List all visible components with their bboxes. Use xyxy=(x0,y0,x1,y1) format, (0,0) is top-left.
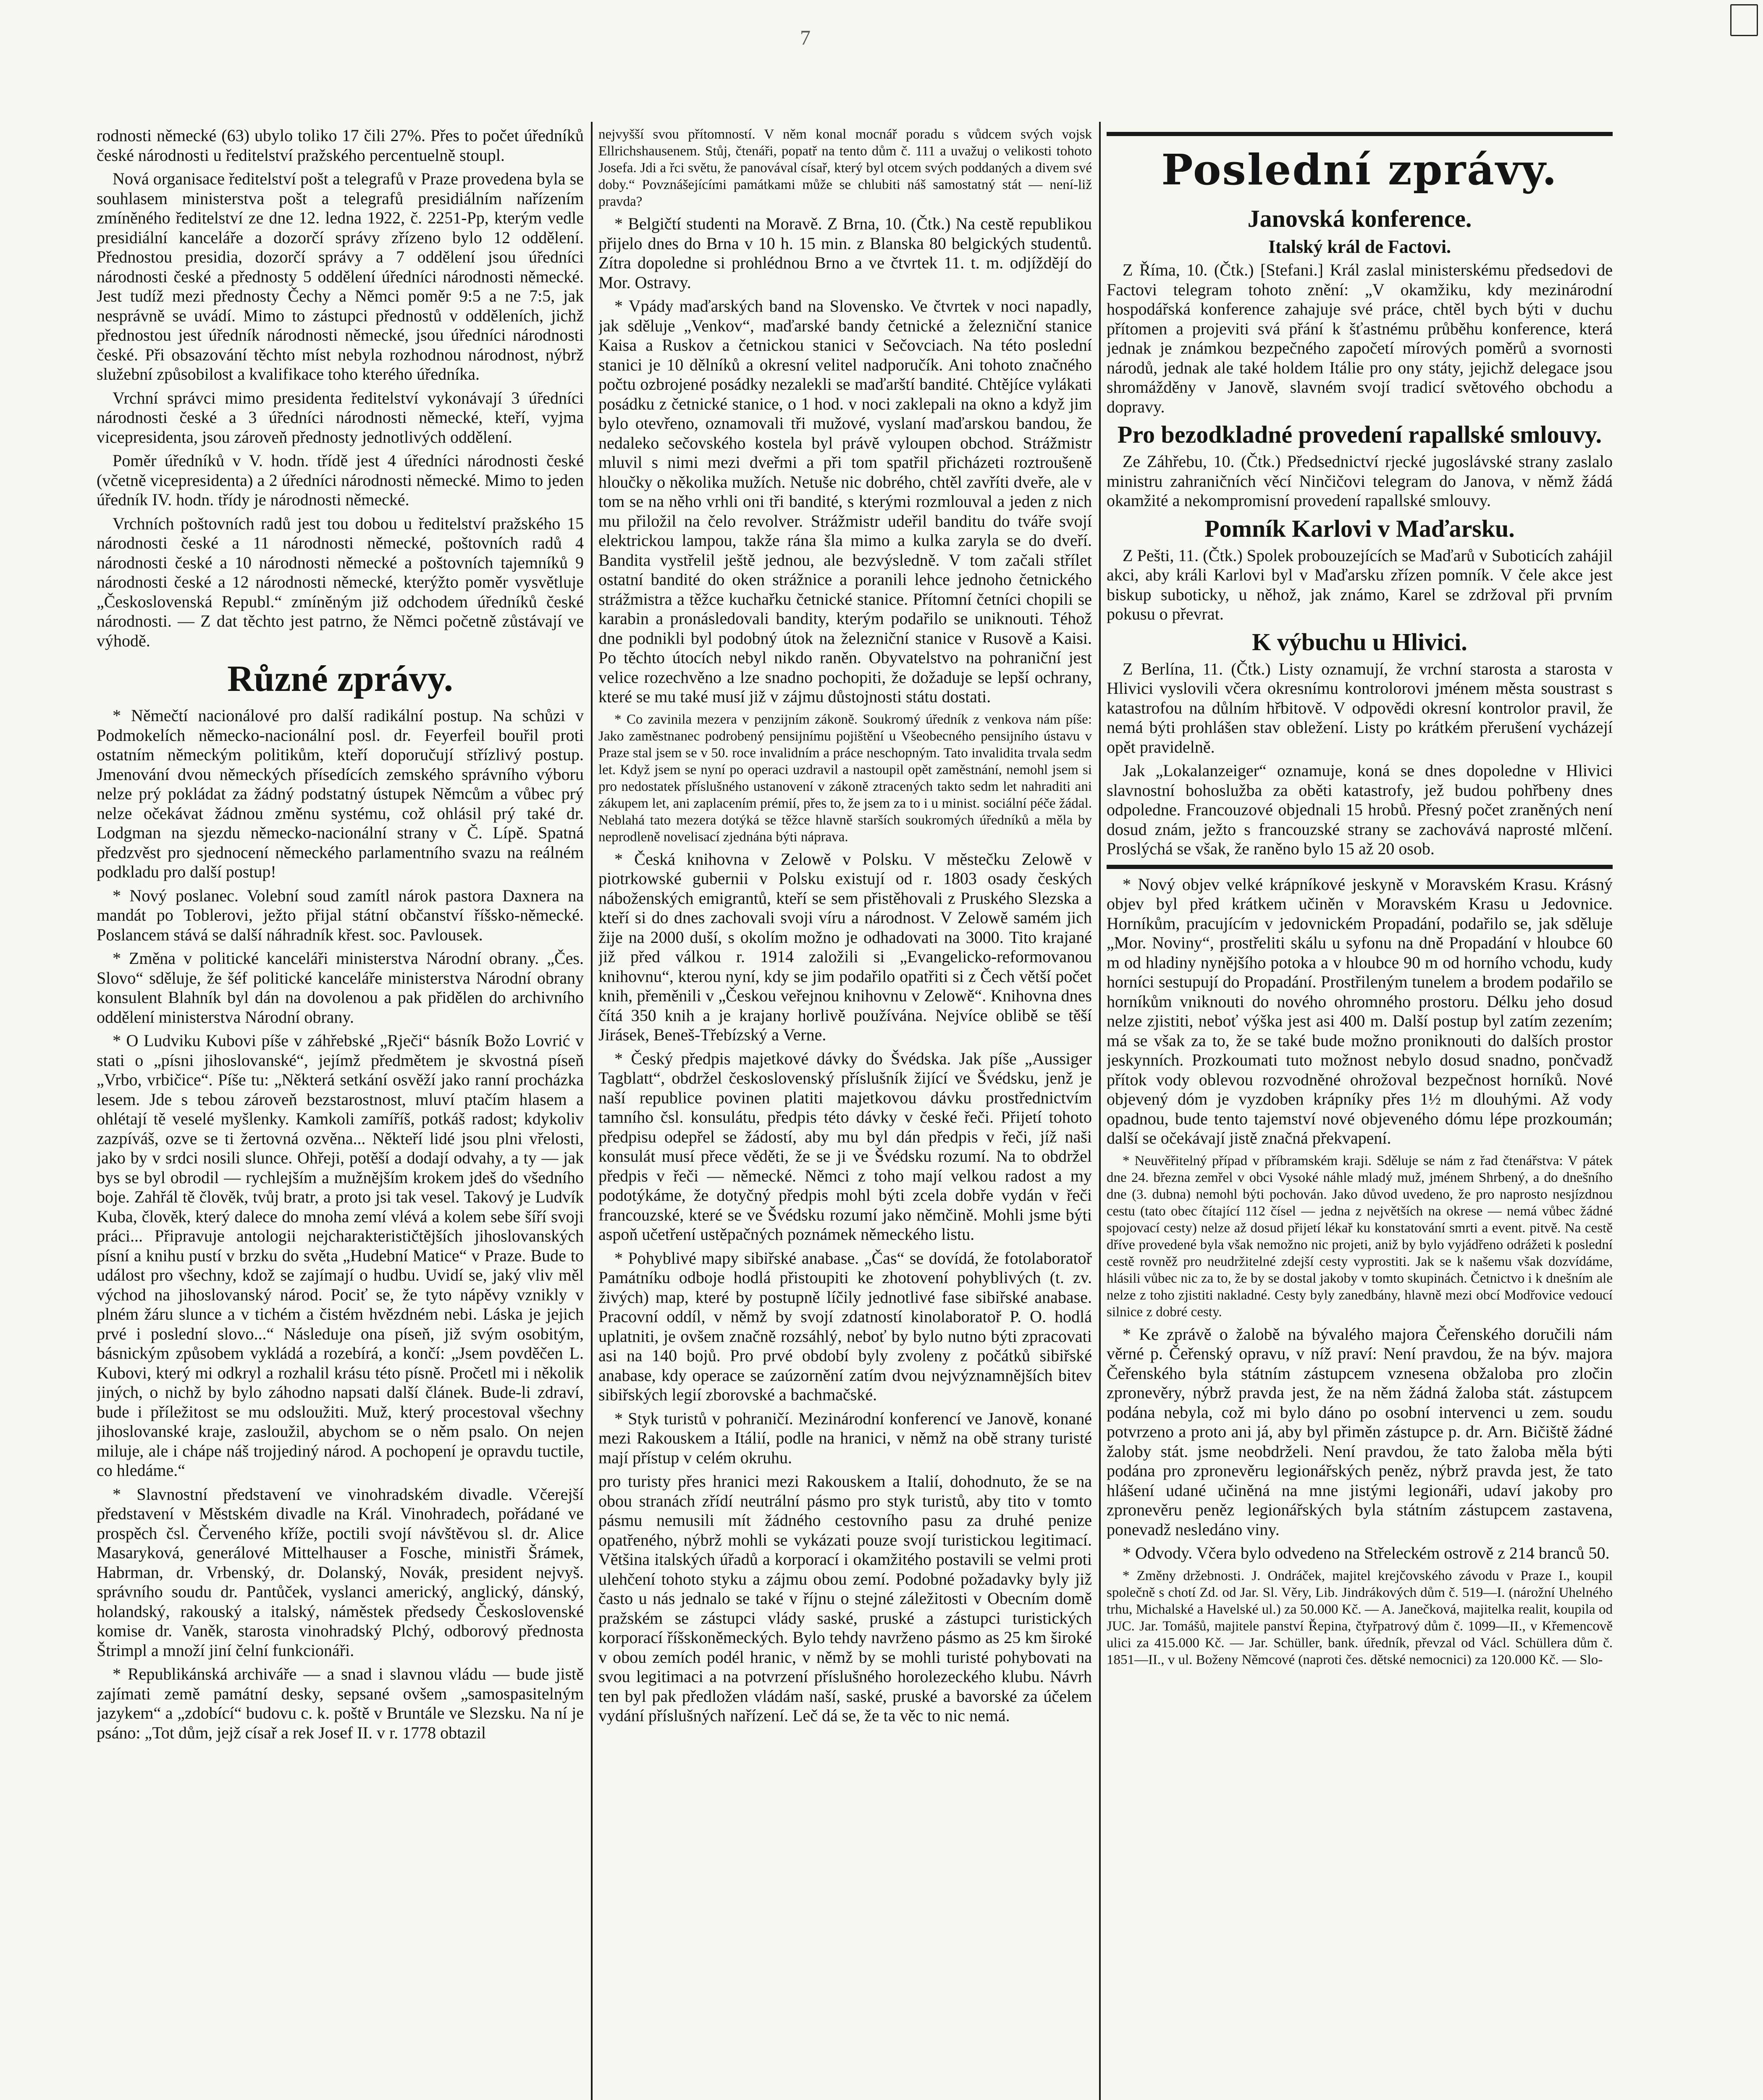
paragraph: rodnosti německé (63) ubylo toliko 17 čili 27%. Přes to počet úředníků české národnosti u ředitelství pražského percentuelně stoupl. xyxy=(97,126,584,165)
section-divider xyxy=(1107,865,1613,869)
news-item: * Ke zprávě o žalobě na bývalého majora Čeřenského doručili nám věrné p. Čeřenský opravu, v níž praví: Není pravdou, že na býv. majora Čeřenského byla státním zástupcem vznesena obžaloba pro zločin zpronevěry, nýbrž pravda jest, že na něm žádná žaloba stát. zástupcem podána nebyla, což mi bylo dáno po osobní intervenci u zem. soudu potvrzeno a proto ani já, aby byl přiměn zástupce p. dr. Arn. Bičiště žádné žaloby stát. jsme neobdrželi. Není pravdou, že tato žaloba měla býti podána pro zpronevěru legionářských peněz, nýbrž pravda jest, že tato hlášení udané učiněná na mne jistými legionáři, udaví jakoby pro zpronevěru peněz legionářských byla státním zástupcem zastavena, ponevadž nesledáno viny. xyxy=(1107,1324,1613,1539)
headline: Janovská konference. xyxy=(1247,205,1472,232)
news-item: * Co zavinila mezera v penzijním zákoně. Soukromý úředník z venkova nám píše: Jako zaměstnanec podrobený pensijnímu pojištění u Všeobecného pensijního ústavu v Praze stal jsem se v 50. roce invalidním a práce neschopným. Tato invalidita trvala sedm let. Když jsem se nyní po operaci uzdravil a nastoupil opět zaměstnání, nemohl jsem si pro nedostatek příslušného ustanovení v zákoně ztracených takto sedm let nahraditi ani zákupem let, ani zaplacením prémií, přes to, že jsem za to i u minist. sociální péče žádal. Neblahá tato mezera dotýká se těžce hlavně starších soukromých úředníků a měla by neprodleně novelisací zjednána býti náprava. xyxy=(598,711,1092,845)
news-item: * Slavnostní představení ve vinohradském divadle. Včerejší představení v Městském divadle na Král. Vinohradech, pořádané ve prospěch čsl. Červeného kříže, poctili svojí návštěvou sl. dr. Alice Masaryková, generálové Mittelhauser a Fosche, ministři Šrámek, Habrman, dr. Vrbenský, dr. Dolanský, Novák, president nejvyš. správního soudu dr. Pantůček, vyslanci americký, anglický, dánský, holandský, rakouský a italský, náměstek předsedy Československé komise dr. Vaněk, starosta vinohradský Plchý, odborový přednosta Štrimpl a množí jiní čelní funkcionáři. xyxy=(97,1484,584,1660)
news-item: Z Pešti, 11. (Čtk.) Spolek probouzejících se Maďarů v Suboticích zahájil akci, aby králi Karlovi byl v Maďarsku zřízen pomník. V čele akce jest biskup suboticky, u něhož, jak známo, Karel se zdržoval při prvním pokusu o převrat. xyxy=(1107,546,1613,623)
paragraph: pro turisty přes hranici mezi Rakouskem a Italií, dohodnuto, že se na obou stranách zřídí neutrální pásmo pro styk turistů, aby tito v tomto pásmu nemusili mít žádného cestovního pasu za druhé penize opatřeného, nýbrž mohli se vykázati pouze svojí turistickou legitimací. Většina italských úřadů a korporací i okamžitého postavili se velmi proti ulehčení tohoto styku a zájmu obou zemí. Podobné požadavky byly již často u nás jednalo se také v říjnu o stejné záležitosti v Obecním domě pražském se zástupci vlády saské, pruské a zástupci turistických korporací říšskoněmeckých. Bylo tehdy navrženo pásmo as 25 km široké v obou zemích podél hranic, v němž by se mohli turisté pohybovati na svou legitimaci a na potvrzení příslušného horolezeckého klubu. Návrh ten byl pak předložen vládám naší, saské, pruské a bavorské za účelem vydání příslušných nařízení. Leč dá se, že ta věc to nic nemá. xyxy=(598,1472,1092,1725)
paragraph: Poměr úředníků v V. hodn. třídě jest 4 úředníci národnosti české (včetně vicepresidenta) a 2 úředníci národnosti německé. Mimo to jeden úředník IV. hodn. třídy je národnosti německé. xyxy=(97,451,584,509)
news-item: * Česká knihovna v Zelowě v Polsku. V městečku Zelowě v piotrkowské gubernii v Polsku existují od r. 1803 osady českých náboženských emigrantů, kteří se sem přistěhovali z Pruského Slezska a kteří si do dnes zachovali svoji víru a národnost. V Zelowě samém jich žije na 2000 duší, s okolím možno je odhadovati na 3000. Tito krajané již před válkou r. 1914 založili si „Evangelicko-reformovanou knihovnu“, kterou nyní, kdy se jim podařilo opatřiti si z Čech větší počet knih, přeměnili v „Českou veřejnou knihovnu v Zelowě“. Knihovna dnes čítá 350 knih a je krajany horlivě používána. Nejvíce oblibě se těší Jirásek, Beneš-Třebízský a Verne. xyxy=(598,849,1092,1044)
column-rule-2 xyxy=(1099,122,1101,2100)
top-rule xyxy=(1107,132,1613,136)
news-item: * Český předpis majetkové dávky do Švédska. Jak píše „Aussiger Tagblatt“, obdržel československý příslušník žijící ve Švédsku, jenž je naší republice povinen platiti majetkovou dávku prostřednictvím tamního čsl. konsulátu, předpis této dávky v české řeči. Přijetí tohoto předpisu odepřel se žádostí, aby mu byl dán předpis v řeči, jíž naši konsulát musí přece věděti, že se ji ve Švédsku rozumí. Na to obdržel předpis v řeči — německé. Němci z toho mají velkou radost a my podotýkáme, že dotyčný předpis mohl býti zcela dobře vydán v řeči francouzské, které se ve Švédsku rozumí jako němčině. Mohli jsme býti aspoň učetření ustěpačných poznámek německého listu. xyxy=(598,1049,1092,1244)
news-item: * Neuvěřitelný případ v příbramském kraji. Sděluje se nám z řad čtenářstva: V pátek dne 24. března zemřel v obci Vysoké náhle mladý muž, jménem Shrbený, a do dnešního dne (3. dubna) nemohl býti pochován. Jako důvod uvedeno, že pro naprosto nesjízdnou cestu (tato obec čítající 112 čísel — jedna z největších na okrese — nemá vůbec žádné spojovací cesty) nelze až dosud přijetí lékař ku konstatování smrti a event. pitvě. Na cestě dříve provedené byla však nemožno nic projeti, aniž by bylo vyjádřeno odrážeti k poslední cestě rovněž pro neudržitelné zdejší cesty vyprostiti. Jak se k našemu však dozvídáme, hlásili vůbec nic za to, že by se dostal jakoby v tomto skupinách. Četnictvo i k dnešním ale nelze z toho zjistiti nakladné. Cesty byly zanedbány, hlavně mezi obcí Modřovice vedoucí silnice z dobré cesty. xyxy=(1107,1153,1613,1320)
news-item: Z Říma, 10. (Čtk.) [Stefani.] Král zaslal ministerskému předsedovi de Factovi telegram tohoto znění: „V okamžiku, kdy mezinárodní hospodářská konference zahajuje své práce, chtěl bych býti v duchu přítomen a projeviti svá přání k šťastnému průběhu konference, která jednak je známkou bezpečného započetí mírových poměrů a svornosti národů, jednak ale také holdem Itálie pro ony státy, jejichž delegace jsou shromážděny v Janově, slavném svojí tradicí světového obchodu a dopravy. xyxy=(1107,260,1613,416)
page-mark: 7 xyxy=(800,26,811,49)
paragraph: Vrchních poštovních radů jest tou dobou u ředitelství pražského 15 národnosti české a 11 národnosti německé, poštovních radů 4 národnosti české a 10 národnosti německé a poštovních tajemníků 9 národnosti české a 12 národnosti německé, kterýžto poměr vysvětluje „Československá Republ.“ zmíněným již odchodem úředníků české národnosti. — Z dat těchto jest patrno, že Němci početně zůstávají ve výhodě. xyxy=(97,514,584,650)
news-item: * Nový poslanec. Volební soud zamítl nárok pastora Daxnera na mandát po Toblerovi, ježto přijal státní občanství říšsko-německé. Poslancem stává se další náhradník křest. soc. Pavlousek. xyxy=(97,886,584,944)
news-item: * Pohyblivé mapy sibiřské anabase. „Čas“ se dovídá, že fotolaboratoř Památníku odboje hodlá přistoupiti ke zhotovení pohyblivých (t. zv. živých) map, které by postupně líčily jednotlivé fase sibiřské anabase. Pracovní oddíl, v němž by svojí zdatností kinolaboratoř P. O. hodlá uplatniti, je ovšem značně rozsáhlý, neboť by bylo nutno býti zpracovati asi na 140 bojů. Pro prvé období byly zvoleny z počátků sibiřské anabase, kdy operace se zaúzornění zatím dvou nejvýznamnějších bitev sibiřských legií zborovské a bachmačské. xyxy=(598,1248,1092,1404)
news-item: * Styk turistů v pohraničí. Mezinárodní konferencí ve Janově, konané mezi Rakouskem a Itálií, podle na hranici, v němž na obě strany turisté mají přístup v celém okruhu. xyxy=(598,1409,1092,1467)
column-3 xyxy=(1107,126,1613,2100)
news-item: Jak „Lokalanzeiger“ oznamuje, koná se dnes dopoledne v Hlivici slavnostní bohoslužba za oběti katastrofy, jež budou pohřbeny dnes odpoledne. Francouzové objednali 15 hrobů. Přesný počet zraněných není dosud znám, ježto s francouzské strany se zachovává naprosté mlčení. Proslýchá se však, že raněno bylo 15 až 20 osob. xyxy=(1107,761,1613,858)
subheadline: Italský král de Factovi. xyxy=(1268,236,1451,257)
headline: K výbuchu u Hlivici. xyxy=(1252,628,1467,656)
headline: Pro bezodkladné provedení rapallské smlouvy. xyxy=(1117,421,1602,448)
news-item: * Odvody. Včera bylo odvedeno na Střeleckém ostrově z 214 branců 50. xyxy=(1123,1544,1610,1562)
news-item: * Nový objev velké krápníkové jeskyně v Moravském Krasu. Krásný objev byl před krátkem učiněn v Moravském Krasu u Jedovnice. Horníkům, pracujícím v jedovnickém Propadání, podařilo se, jak sděluje „Mor. Noviny“, prostřeliti skálu u syfonu na dně Propadání v hloubce 60 m od hladiny nynějšího potoka a v hloubce 90 m od horního vchodu, kudy horníci sestupují do Propadání. Prostřileným tunelem a brodem podařilo se horníkům vniknouti do nového ohromného prostoru. Délku jeho dosud nelze zjistiti, neboť výška jest asi 400 m. Další postup byl zatím zezením; má se však za to, že se také bude možno proniknouti do dalších prostor jeskynních. Prozkoumati tuto možnost nebylo dosud snadno, pončvadž přítok vody oblevou rozvodněné ohrožoval bezpečnost horníků. Nové objevený dóm je vyzdoben krápníky přes 1½ m dlouhými. Až vody opadnou, bude tento tajemství nové objeveného dómu lépe prozkoumán; další se očekávají jistě značná překvapení. xyxy=(1107,874,1613,1147)
news-item: * Belgičtí studenti na Moravě. Z Brna, 10. (Čtk.) Na cestě republikou přijelo dnes do Brna v 10 h. 15 min. z Blanska 80 belgických studentů. Zítra dopoledne si prohlédnou Brno a ve čtvrtek 11. t. m. odjíždějí do Mor. Ostravy. xyxy=(598,214,1092,292)
news-item: Ze Záhřebu, 10. (Čtk.) Předsednictví rjecké jugoslávské strany zaslalo ministru zahraničních věcí Ninčičovi telegram do Janova, v němž žádá okamžité a nekompromisní provedení rapallské smlouvy. xyxy=(1107,452,1613,510)
news-item: * O Ludviku Kubovi píše v záhřebské „Rječi“ básník Božo Lovrić v stati o „písni jihoslovanské“, jejímž předmětem je skvostná píseň „Vrbo, vrbičice“. Píše tu: „Některá setkání osvěží jako ranní procházka lesem. Jde s tebou zároveň bezstarostnost, mluví ptačím hlasem a ohlétají tě veselé myšlenky. Kamkoli zamíříš, potkáš radost; kdykoliv zazpíváš, ozve se ti žertovná ozvěna... Někteří lidé jsou plni vřelosti, jako by v srdci nosili slunce. Ohřeji, potěší a dodají odvahy, a ty — jak bys se byl obrodil — rychlejším a mužnějším krokem jdeš do všedního boje. Zahřál tě člověk, tvůj bratr, a proto jsi tak vesel. Takový je Ludvík Kuba, člověk, který dalece do mnoha zemí vlévá a kolem sebe šíří svoji práci... Připravuje antologii nejcharakterističtějších jihoslovanských písní a knihu pustí v brzku do světa „Hudební Matice“ v Praze. Bude to událost pro všechny, kdož se zajímají o hudbu. Uvidí se, jaký vliv měl východ na jihoslovanský národ. Pociť se, že tyto nápěvy vznikly v plném žáru slunce a v tichém a čistém hvězdném nebi. Láska je jejich prvé i poslední slovo...“ Následuje ona píseň, již svým osobitým, básnickým způsobem vykládá a rozebírá, a končí: „Jsem povděčen L. Kubovi, který mi odkryl a rozhalil krásu této písně. Pročetl mi i několik jiných, o nichž by bylo záhodno napsati další článek. Bude-li zdraví, bude i příležitost se mu odsloužiti. Muž, který procestoval všechny jihoslovanské kraje, zasloužil, abychom se o něm psalo. On nejen miluje, ale i chápe náš trojjediný národ. A pochopení je opravdu tuctile, co hledáme.“ xyxy=(97,1031,584,1480)
section-masthead: Poslední zprávy. xyxy=(1161,145,1558,194)
paragraph: nejvyšší svou přítomností. V něm konal mocnář poradu s vůdcem svých vojsk Ellrichshausenem. Stůj, čtenáři, popatř na tento dům č. 111 a uvažuj o velikosti tohoto Josefa. Jdi a řci světu, že panovával císař, který byl otcem svých poddaných a divem své doby.“ Povznášejícími památkami může se chlubiti náš samostatný stát — není-liž pravda? xyxy=(598,127,1092,209)
column-1 xyxy=(97,126,584,2100)
headline: Pomník Karlovi v Maďarsku. xyxy=(1204,514,1515,542)
paragraph: Nová organisace ředitelství pošt a telegrafů v Praze provedena byla se souhlasem ministerstva pošt a telegrafů presidiálním nařízením zmíněného ředitelství ze dne 12. ledna 1922, č. 2251-Pp, kterým vedle presidiální kanceláře a dozorčí správy zřízeno bylo 12 oddělení. Přednostou presidia, dozorčí správy a 7 oddělení jsou úředníci národnosti české a přednosty 5 oddělení úředníci národnosti německé. Jest tudíž mezi přednosty Čechy a Němci poměr 9:5 a ne 7:5, jak nesprávně se uvádí. Mimo to zástupci přednostů v odděleních, jichž přednostou jest úředník národnosti německé, jsou úředníci národnosti české. Při obsazování těchto míst nebyla rozhodnou národnost, nýbrž služební způsobilost a kvalifikace toho kterého úředníka. xyxy=(97,169,584,383)
column-2 xyxy=(598,126,1092,2100)
news-item: * Vpády maďarských band na Slovensko. Ve čtvrtek v noci napadly, jak sděluje „Venkov“, maďarské bandy četnické a železniční stanice Kaisa a Ruskov a četnickou stanici v Sečovciach. Na této poslední stanici je 10 dělníků a okresní velitel nadporučík. Ani tohoto značného počtu ozbrojené posádky nezalekli se maďarští bandité. Chtějíce vylákati posádku z četnické stanice, o 1 hod. v noci zaklepali na okno a když jim bylo otevřeno, oznamovali tři mužové, vyslaní maďarskou bandou, že nedaleko sečovského kostela byl právě vyloupen obchod. Strážmistr mluvil s nimi mezi dveřmi a při tom spatřil přicházeti roztroušeně hloučky o několika mužích. Netuše nic dobrého, chtěl zavříti dveře, ale v tom se na něho vrhli oni tři bandité, s kterými rozmlouval a jeden z nich mu přiložil na čelo revolver. Strážmistr udeřil banditu do tváře svojí elektrickou lampou, takže rána šla mimo a kulka zaryla se do dveří. Bandita vystřelil ještě jednou, ale bezvýsledně. V tom začali střílet ostatní bandité do oken strážnice a poranili lehce jednoho četnického strážmistra a těžce kuchařku četnické stanice. Přítomní četníci chopili se karabin a pronásledovali bandity, kterým podařilo se uniknouti. Téhož dne podnikli byl podobný útok na železniční stanice v Rusově a Kaisi. Po těchto útocích nebyl nikdo raněn. Obyvatelstvo na pohraniční jest velice rozechvěno a lze snadno pochopiti, že dožaduje se lepší ochrany, které se mu také musí již v zájmu důstojnosti státu dostati. xyxy=(598,297,1092,706)
scan-corner-mark xyxy=(1730,4,1758,36)
news-item: * Němečtí nacionálové pro další radikální postup. Na schůzi v Podmokelích německo-nacionální posl. dr. Feyerfeil bouřil proti ostatním německým politikům, kteří doporučují střízlivý postup. Jmenování dvou německých přísedících zemského správního výboru nelze prý pokládat za žádný podstatný ústupek Němcům a vůbec prý nelze očekávat žádnou změnu systému, což ohlásil prý také dr. Lodgman na sjezdu německo-nacionální strany v Č. Lípě. Spatná předzvěst pro sjednocení německého parlamentního svazu na reálném podkladu pro další postup! xyxy=(97,706,584,881)
column-rule-1 xyxy=(591,122,593,2100)
section-heading: Různé zprávy. xyxy=(227,659,453,699)
news-item: Z Berlína, 11. (Čtk.) Listy oznamují, že vrchní starosta a starosta v Hlivici vyslovili včera okresnímu kontrolorovi jménem města soustrast s katastrofou na důlním hřbitově. V odpovědi okresní kontrolor pravil, že nemá býti prohlášen stav obležení. Listy po krátkém přerušení vycházejí opět pravidelně. xyxy=(1107,659,1613,756)
paragraph: Vrchní správci mimo presidenta ředitelství vykonávají 3 úředníci národnosti české a 3 úředníci národnosti německé, kteří, vyjma vicepresidenta, jsou zároveň přednosty jednotlivých oddělení. xyxy=(97,388,584,446)
news-item: * Změna v politické kanceláři ministerstva Národní obrany. „Čes. Slovo“ sděluje, že šéf politické kanceláře ministerstva Národní obrany konsulent Blahník byl dán na dovolenou a pak přidělen do archivního oddělení ministerstva Národní obrany. xyxy=(97,949,584,1026)
news-item: * Republikánská archiváře — a snad i slavnou vládu — bude jistě zajímati země památní desky, sepsané ovšem „samospasitelným jazykem“ a „zdobící“ budovu c. k. poště v Bruntále ve Slezsku. Na ní je psáno: „Tot dům, jejž císař a rek Josef II. v r. 1778 obtazil xyxy=(97,1664,584,1742)
news-item: * Změny držebnosti. J. Ondráček, majitel krejčovského závodu v Praze I., koupil společně s chotí Zd. od Jar. Sl. Věry, Lib. Jindrákových dům č. 519—I. (nárožní Uhelného trhu, Michalské a Havelské ul.) za 50.000 Kč. — A. Janečková, majitelka realit, koupila od JUC. Jar. Tomášů, majitele panství Řepina, čtyřpatrový dům č. 1099—II., v Křemencově ulici za 415.000 Kč. — Jar. Schüller, bank. úředník, převzal od Václ. Schüllera dům č. 1851—II., v ul. Boženy Němcové (naproti čes. dětské nemocnici) za 120.000 Kč. — Slo- xyxy=(1107,1568,1613,1667)
